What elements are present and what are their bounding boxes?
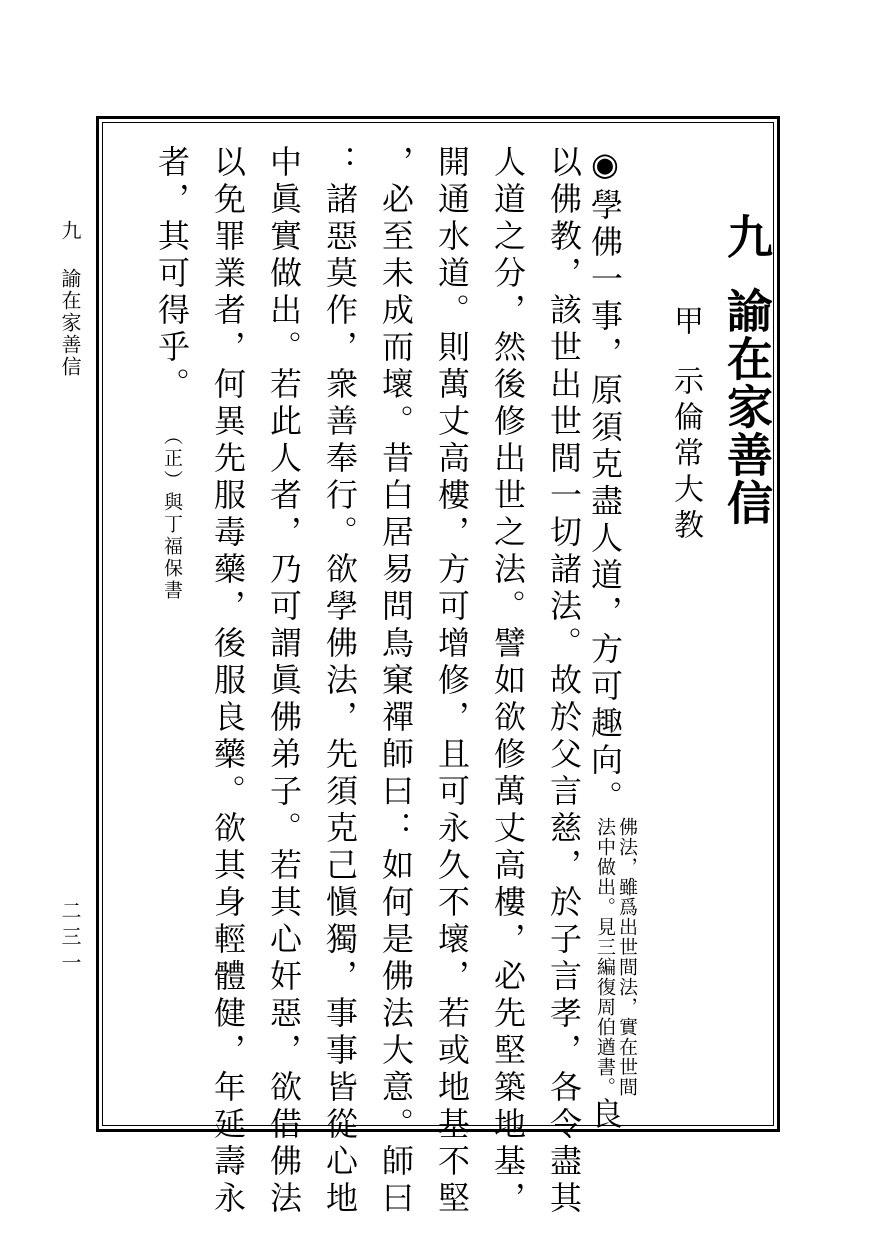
body-column — [580, 145, 638, 1134]
body-column: ，必至未成而壞。昔白居易問鳥窠禪師曰：如何是佛法大意。師曰 — [377, 145, 415, 1218]
chapter-title: 諭在家善信 — [720, 287, 774, 527]
running-head: 九 諭在家善信 — [58, 220, 82, 378]
section-heading — [636, 145, 703, 1255]
chapter-heading — [700, 145, 774, 1163]
body-text: 良 — [586, 1097, 624, 1134]
inline-note — [592, 817, 636, 1097]
note-line: 法中做出。見三編復周伯遒書。 — [594, 817, 616, 1097]
body-column: ：諸惡莫作，衆善奉行。欲學佛法，先須克己愼獨，事事皆從心地 — [321, 145, 359, 1218]
body-text: 者，其可得乎。 — [153, 145, 191, 404]
section-marker: 甲 — [668, 305, 703, 341]
body-text: ◉學佛一事，原須克盡人道，方可趣向。 — [586, 145, 624, 817]
source-citation: （正）與丁福保書 — [161, 426, 183, 602]
page-number: 二三一 — [58, 900, 82, 978]
body-column: 以免罪業者，何異先服毒藥，後服良藥。欲其身輕體健，年延壽永 — [209, 145, 247, 1218]
note-line: 佛法，雖爲出世間法，實在世間 — [616, 817, 638, 1097]
body-column — [132, 145, 191, 1095]
body-column: 以佛教，該世出世間一切諸法。故於父言慈，於子言孝，各令盡其 — [545, 145, 583, 1218]
chapter-number: 九 — [720, 213, 774, 261]
text-block — [110, 145, 774, 1218]
body-column: 開通水道。則萬丈高樓，方可增修，且可永久不壞，若或地基不堅 — [433, 145, 471, 1218]
body-column: 中眞實做出。若此人者，乃可謂眞佛弟子。若其心奸惡，欲借佛法 — [265, 145, 303, 1218]
section-title: 示倫常大教 — [668, 365, 703, 545]
body-column: 人道之分，然後修出世之法。譬如欲修萬丈高樓，必先堅築地基， — [489, 145, 527, 1218]
